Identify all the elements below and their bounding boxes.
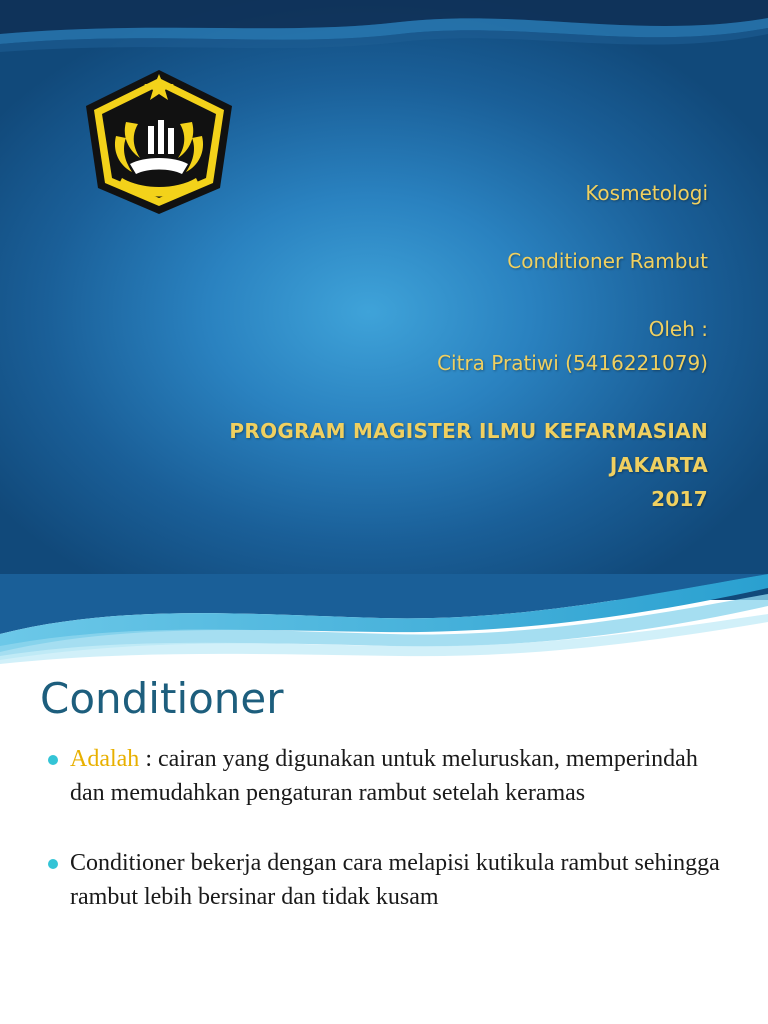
bullet-item — [48, 742, 738, 810]
slide-title: Conditioner — [40, 674, 284, 723]
bullet-list — [48, 742, 738, 950]
bullet-highlight: Adalah — [70, 746, 140, 772]
program-name: PROGRAM MAGISTER ILMU KEFARMASIAN — [229, 419, 708, 443]
bullet-item — [48, 846, 738, 914]
course-title: Kosmetologi — [585, 181, 708, 205]
bullet-text: Conditioner bekerja dengan cara melapisi kutikula rambut sehingga rambut lebih bersinar dan tidak kusam — [70, 850, 720, 910]
top-wave-decoration — [0, 0, 768, 70]
title-text-block — [108, 176, 708, 516]
topic-title: Conditioner Rambut — [507, 249, 708, 273]
author-name: Citra Pratiwi (5416221079) — [437, 351, 708, 375]
year-text: 2017 — [651, 487, 708, 511]
author-label: Oleh : — [648, 317, 708, 341]
city-name: JAKARTA — [609, 453, 708, 477]
bullet-text: : cairan yang digunakan untuk meluruskan, memperindah dan memudahkan pengaturan rambut setelah keramas — [70, 746, 698, 806]
